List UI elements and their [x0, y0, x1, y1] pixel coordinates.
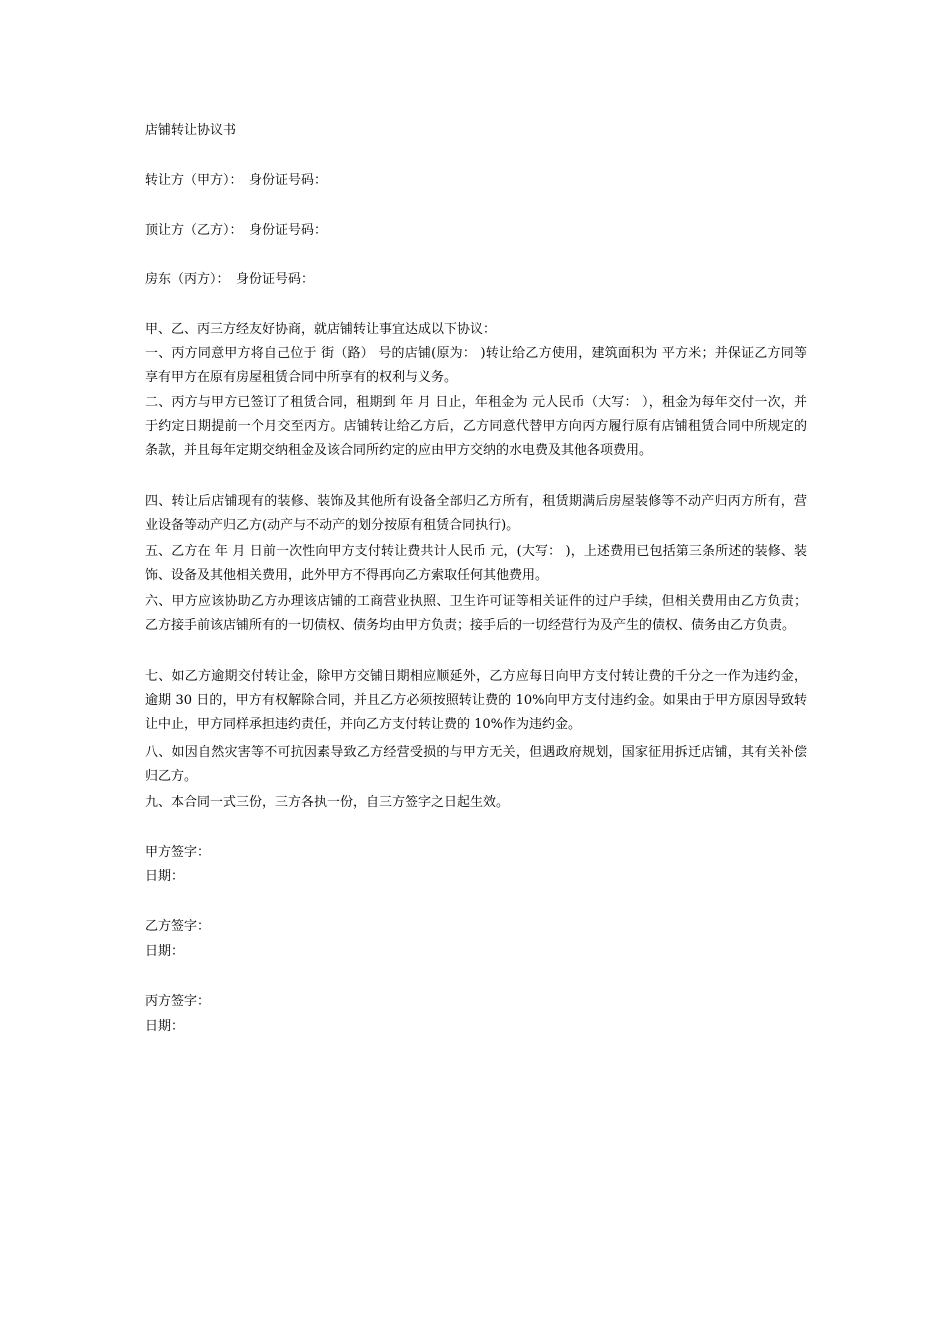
clause-5: 五、乙方在 年 月 日前一次性向甲方支付转让费共计人民币 元，(大写： )，上述费用已包括第三条所述的装修、装饰、设备及其他相关费用，此外甲方不得再向乙方索取任何其他费用。	[145, 544, 807, 583]
clause-4: 四、转让后店铺现有的装修、装饰及其他所有设备全部归乙方所有，租赁期满后房屋装修等不动产归丙方所有，营业设备等动产归乙方(动产与不动产的划分按原有租赁合同执行)。	[145, 494, 807, 533]
party-b-date-label: 日期：	[145, 944, 185, 959]
party-c-line: 房东（丙方）： 身份证号码：	[145, 272, 315, 287]
party-c-signature-label: 丙方签字：	[145, 994, 211, 1009]
clause-9: 九、本合同一式三份，三方各执一份，自三方签字之日起生效。	[145, 795, 510, 810]
clause-2: 二、丙方与甲方已签订了租赁合同，租期到 年 月 日止，年租金为 元人民币（大写： ），租金为每年交付一次，并于约定日期提前一个月交至丙方。店铺转让给乙方后，乙方同意代替甲方向丙方履行原有店铺租赁合同中所规定的条款，并且每年定期交纳租金及该合同所约定的应由甲方交纳的水电费及其他各项费用。	[145, 395, 807, 458]
party-a-line: 转让方（甲方）： 身份证号码：	[145, 173, 328, 188]
clause-6: 六、甲方应该协助乙方办理该店铺的工商营业执照、卫生许可证等相关证件的过户手续，但相关费用由乙方负责；乙方接手前该店铺所有的一切债权、债务均由甲方负责；接手后的一切经营行为及产生的债权、债务由乙方负责。	[145, 594, 807, 633]
party-b-signature-label: 乙方签字：	[145, 919, 211, 934]
clause-8: 八、如因自然灾害等不可抗因素导致乙方经营受损的与甲方无关，但遇政府规划，国家征用拆迁店铺，其有关补偿归乙方。	[145, 745, 807, 784]
party-c-date-label: 日期：	[145, 1019, 185, 1034]
party-b-line: 顶让方（乙方）： 身份证号码：	[145, 223, 328, 238]
clause-1: 一、丙方同意甲方将自己位于 街（路） 号的店铺(原为： )转让给乙方使用，建筑面积为 平方米；并保证乙方同等享有甲方在原有房屋租赁合同中所享有的权利与义务。	[145, 346, 807, 385]
intro-line: 甲、乙、丙三方经友好协商，就店铺转让事宜达成以下协议：	[145, 322, 497, 337]
party-a-signature-label: 甲方签字：	[145, 845, 211, 860]
party-a-date-label: 日期：	[145, 869, 185, 884]
clause-7: 七、如乙方逾期交付转让金，除甲方交铺日期相应顺延外，乙方应每日向甲方支付转让费的千分之一作为违约金，逾期 30 日的，甲方有权解除合同，并且乙方必须按照转让费的 10%向甲方支付违约金。如果由于甲方原因导致转让中止，甲方同样承担违约责任，并向乙方支付转让费的 10%作为违约金。	[145, 669, 807, 732]
document-title: 店铺转让协议书	[145, 123, 237, 138]
